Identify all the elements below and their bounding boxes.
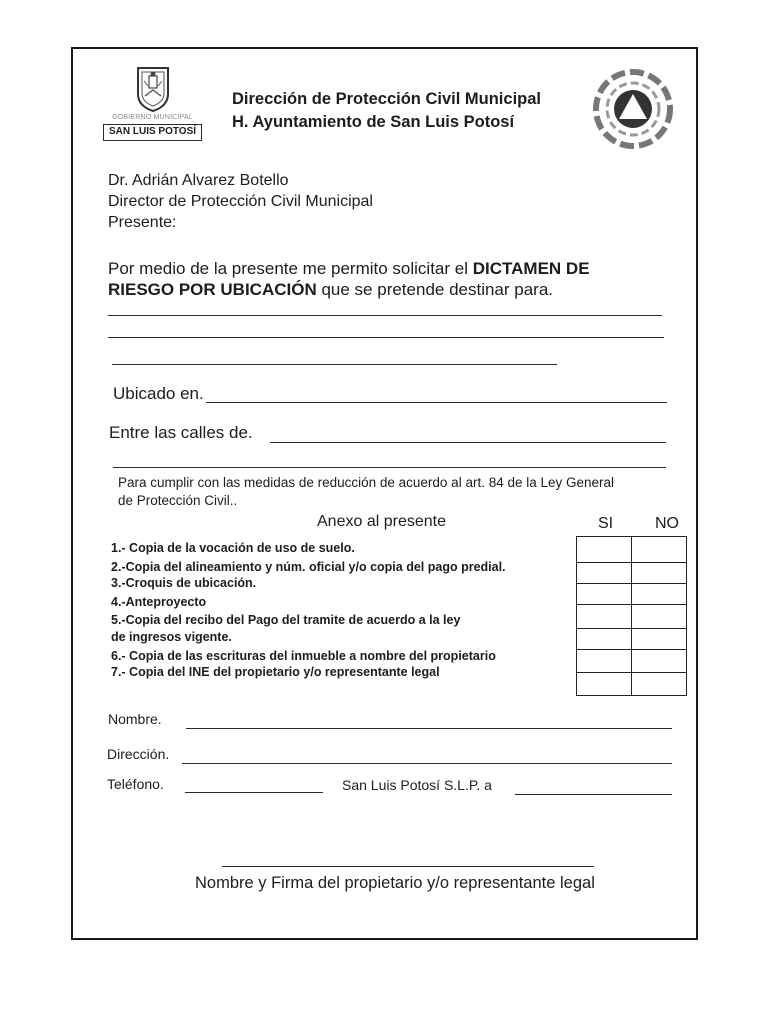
request-prefix: Por medio de la presente me permito solicitar el [108,259,473,278]
direccion-label: Dirección. [107,746,170,762]
ubicado-line[interactable] [206,402,667,403]
city-label: SAN LUIS POTOSÍ [103,124,202,141]
place-date-label: San Luis Potosí S.L.P. a [342,777,492,793]
request-line-2 [108,280,553,300]
annex-item-4: 4.-Anteproyecto [111,595,207,609]
calles-line[interactable] [270,442,666,443]
telefono-line[interactable] [185,792,323,793]
annex-item-3: 3.-Croquis de ubicación. [111,576,257,590]
gov-label: GOBIERNO MUNICIPAL [112,114,193,121]
telefono-label: Teléfono. [107,776,164,792]
header-title-1: Dirección de Protección Civil Municipal [232,90,541,108]
annex-item-5-cont: de ingresos vigente. [111,630,232,644]
annex-item-6: 6.- Copia de las escrituras del inmueble a nombre del propietario [111,649,496,663]
coat-of-arms-icon [135,66,171,112]
annex-item-7: 7.- Copia del INE del propietario y/o representante legal [111,665,440,679]
request-bold-1: DICTAMEN DE [472,259,590,278]
nombre-label: Nombre. [108,711,162,727]
header-title-2: H. Ayuntamiento de San Luis Potosí [232,113,515,131]
civil-protection-icon [592,68,674,150]
annex-item-5: 5.-Copia del recibo del Pago del tramite de acuerdo a la ley [111,613,461,627]
addressee-name: Dr. Adrián Alvarez Botello [108,172,289,189]
date-line[interactable] [515,794,672,795]
annex-item-1: 1.- Copia de la vocación de uso de suelo. [111,541,355,555]
calles-label: Entre las calles de. [109,423,253,442]
notice-line-2: de Protección Civil.. [118,493,238,508]
annex-checkbox-grid[interactable] [576,536,687,696]
nombre-line[interactable] [186,728,672,729]
notice-line-1: Para cumplir con las medidas de reducción de acuerdo al art. 84 de la Ley General [118,475,615,490]
purpose-line-2[interactable] [108,337,664,338]
addressee-role: Director de Protección Civil Municipal [108,193,373,210]
municipal-logo [103,66,202,141]
col-yes-header: SI [598,515,614,532]
signature-line[interactable] [222,866,594,867]
request-bold-2: RIESGO POR UBICACIÓN [108,280,317,299]
annex-title: Anexo al presente [317,513,446,530]
purpose-line-3[interactable] [112,364,557,365]
calles-line-2[interactable] [113,467,666,468]
addressee-greeting: Presente: [108,214,177,231]
annex-item-2: 2.-Copia del alineamiento y núm. oficial y/o copia del pago predial. [111,560,506,574]
signature-caption: Nombre y Firma del propietario y/o representante legal [195,874,595,892]
request-suffix: que se pretende destinar para. [316,280,554,299]
ubicado-label: Ubicado en. [113,384,204,403]
col-no-header: NO [655,515,679,532]
request-line-1 [108,259,590,279]
purpose-line-1[interactable] [108,315,662,316]
direccion-line[interactable] [182,763,672,764]
